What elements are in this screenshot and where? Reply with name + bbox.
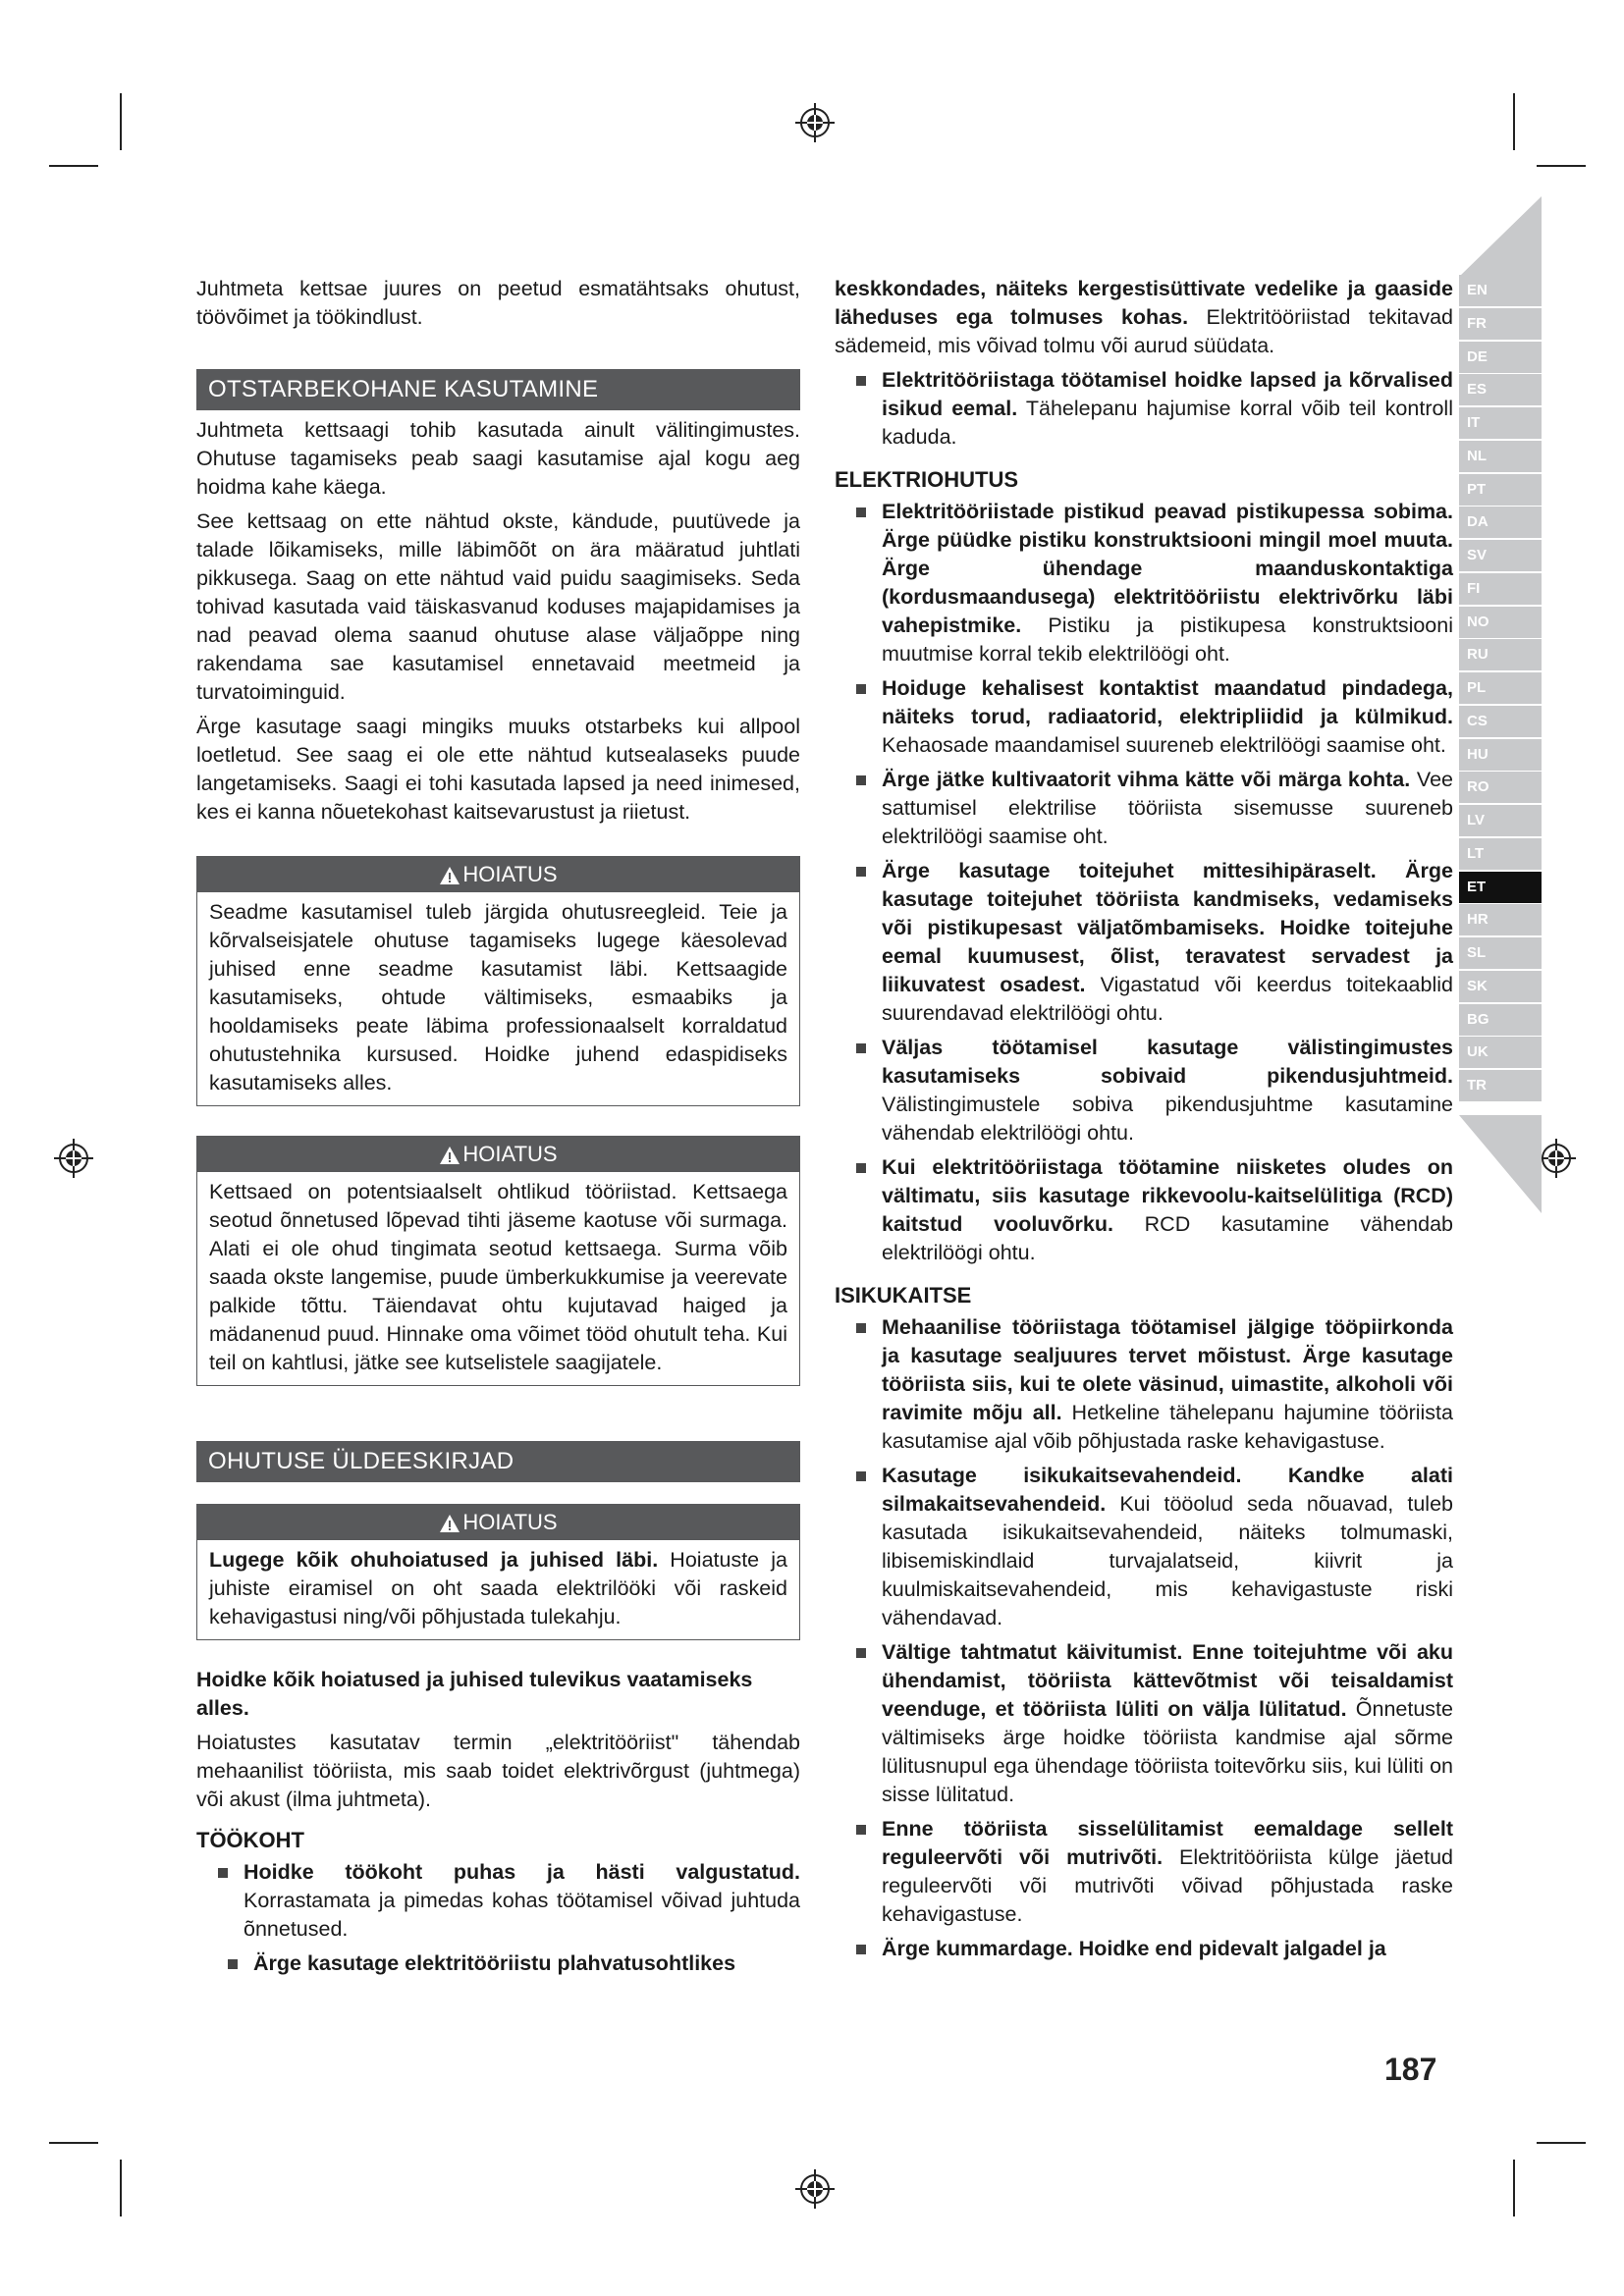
warning-header-3: HOIATUS bbox=[197, 1505, 799, 1540]
crop-mark-tl-h bbox=[49, 165, 98, 167]
list-item: Ärge kasutage elektritööriistu plahvatusohtlikes bbox=[206, 1949, 800, 1978]
crop-mark-tr-h bbox=[1537, 165, 1586, 167]
right-column bbox=[835, 275, 1453, 1969]
intended-use-p3: Ärge kasutage saagi mingiks muuks otstarbeks kui allpool loetletud. See saag ei ole ette nähtud kutsealaseks puude langetamiseks. Saagi ei tohi kasutada lapsed ja need inimesed, kes ei kanna nõuetekohast kaitsevarustust ja riietust. bbox=[196, 715, 800, 824]
warning-triangle-icon bbox=[439, 1146, 460, 1165]
list-item: Elektritööriistaga töötamisel hoidke lapsed ja kõrvalised isikud eemal. Tähelepanu hajumise korral võib teil kontroll kaduda. bbox=[835, 366, 1453, 452]
warning-box-3 bbox=[196, 1504, 800, 1640]
crop-mark-bl-v bbox=[120, 2160, 122, 2216]
language-tab-lt: LT bbox=[1459, 838, 1542, 870]
left-column bbox=[196, 275, 800, 1984]
section-heading-general-safety: OHUTUSE ÜLDEESKIRJAD bbox=[196, 1441, 800, 1482]
crop-mark-tl-v bbox=[120, 93, 122, 150]
electrical-safety-heading: ELEKTRIOHUTUS bbox=[835, 467, 1018, 492]
workplace-list-cont bbox=[835, 366, 1453, 452]
language-tab-ro: RO bbox=[1459, 772, 1542, 803]
language-tab-no: NO bbox=[1459, 607, 1542, 638]
language-tab-bg: BG bbox=[1459, 1004, 1542, 1036]
language-tab-fi: FI bbox=[1459, 573, 1542, 605]
page-number: 187 bbox=[1384, 2052, 1437, 2087]
warning-triangle-icon bbox=[439, 866, 460, 885]
workplace-heading: TÖÖKOHT bbox=[196, 1828, 304, 1852]
crop-mark-br-h bbox=[1537, 2142, 1586, 2144]
list-item: Elektritööriistade pistikud peavad pistikupessa sobima. Ärge püüdke pistiku konstruktsiooni mingil moel muuta. Ärge ühendage maanduskontaktiga (kordusmaandusega) elektritööriistu elektrivõrku läbi vahepistmike. Pistiku ja pistikupesa konstruktsiooni muutmise korral tekib elektrilöögi oht. bbox=[835, 498, 1453, 668]
list-item: Ärge jätke kultivaatorit vihma kätte või märga kohta. Vee sattumisel elektrilise tööriista sisemusse suureneb elektrilöögi saamise oht. bbox=[835, 766, 1453, 851]
warning-text-1: Seadme kasutamisel tuleb järgida ohutusreegleid. Teie ja kõrvalseisjatele ohutuse tagamiseks lugege käesolevad juhised enne seadme kasutamist läbi. Kettsaagide kasutamiseks, ohtude vältimiseks, esmaabiks ja hooldamiseks peate läbima professionaalselt korraldatud ohutustehnika kursused. Hoidke juhend edaspidiseks kasutamiseks alles. bbox=[209, 900, 787, 1095]
language-tab-hr: HR bbox=[1459, 904, 1542, 935]
language-tab-da: DA bbox=[1459, 507, 1542, 538]
language-tab-tr: TR bbox=[1459, 1070, 1542, 1101]
intended-use-p2: See kettsaag on ette nähtud okste, kändude, puutüvede ja talade lõikamiseks, mille läbimõõt on ära määratud juhtlati pikkusega. Saag on ette nähtud vaid puidu saagimiseks. Seda tohivad kasutada vaid täiskasvanud koduses majapidamises ja nad peavad olema saanud ohutuse alase väljaõppe ning rakendama sae kasutamisel ennetavaid meetmeid ja turvatoiminguid. bbox=[196, 509, 800, 704]
language-tab-sv: SV bbox=[1459, 540, 1542, 571]
warning-box-2 bbox=[196, 1136, 800, 1386]
language-tab-cs: CS bbox=[1459, 706, 1542, 737]
language-tab-sl: SL bbox=[1459, 937, 1542, 969]
warning-header-2: HOIATUS bbox=[197, 1137, 799, 1172]
section-heading-intended-use: OTSTARBEKOHANE KASUTAMINE bbox=[196, 369, 800, 410]
list-item: Enne tööriista sisselülitamist eemaldage sellelt reguleervõti või mutrivõti. Elektritööriista külge jäetud reguleervõti või mutrivõti võivad põhjustada raske kehavigastuse. bbox=[835, 1815, 1453, 1929]
registration-mark-bottom-icon bbox=[795, 2169, 835, 2209]
list-item: Vältige tahtmatut käivitumist. Enne toitejuhtme või aku ühendamist, tööriista kättevõtmist või teisaldamist veenduge, et tööriista lüliti on välja lülitatud. Õnnetuste vältimiseks ärge hoidke tööriista kandmise ajal sõrme lülitusnupul ega ühendage tööriista toitevõrku siis, kui lüliti on sisse lülitatud. bbox=[835, 1638, 1453, 1809]
language-tab-ru: RU bbox=[1459, 639, 1542, 670]
language-tab-de: DE bbox=[1459, 342, 1542, 373]
electrical-safety-list bbox=[835, 498, 1453, 1267]
crop-mark-bl-h bbox=[49, 2142, 98, 2144]
crop-mark-br-v bbox=[1513, 2160, 1515, 2216]
keep-instructions: Hoidke kõik hoiatused ja juhised tulevikus vaatamiseks alles. bbox=[196, 1668, 753, 1720]
warning-box-1 bbox=[196, 856, 800, 1106]
list-item: Hoiduge kehalisest kontaktist maandatud pindadega, näiteks torud, radiaatorid, elektripliidid ja külmikud. Kehaosade maandamisel suureneb elektrilöögi saamise oht. bbox=[835, 674, 1453, 760]
language-tab-pt: PT bbox=[1459, 474, 1542, 506]
intro-paragraph: Juhtmeta kettsae juures on peetud esmatähtsaks ohutust, töövõimet ja töökindlust. bbox=[196, 277, 800, 329]
list-item: Ärge kasutage toitejuhet mittesihipäraselt. Ärge kasutage toitejuhet tööriista kandmiseks, vedamiseks või pistikupesast väljatõmbamiseks. Hoidke toitejuhe eemal kuumusest, õlist, teravatest servadest ja liikuvatest osadest. Vigastatud või keerdus toitekaablid suurendavad elektrilöögi ohtu. bbox=[835, 857, 1453, 1028]
warning-text-3: Lugege kõik ohuhoiatused ja juhised läbi. Hoiatuste ja juhiste eiramisel on oht saada elektrilöökі või raskeid kehavigastusi ning/või põhjustada tulekahju. bbox=[209, 1548, 787, 1629]
warning-triangle-icon bbox=[439, 1514, 460, 1533]
list-item: Kasutage isikukaitsevahendeid. Kandke alati silmakaitsevahendeid. Kui tööolud seda nõuavad, tuleb kasutada isikukaitsevahendeid, näiteks tolmumaski, libisemiskindlaid turvajalatseid, kiivrit ja kuulmiskaitsevahendeid, mis kehavigastuste riski vähendavad. bbox=[835, 1462, 1453, 1632]
workplace-list bbox=[196, 1858, 800, 1978]
language-tab-en: EN bbox=[1459, 275, 1542, 306]
registration-mark-left-icon bbox=[54, 1139, 93, 1178]
personal-safety-list bbox=[835, 1313, 1453, 1963]
language-tab-hu: HU bbox=[1459, 739, 1542, 771]
language-tab-pl: PL bbox=[1459, 672, 1542, 704]
language-tab-bottom-triangle bbox=[1459, 1115, 1542, 1213]
registration-mark-top-icon bbox=[795, 103, 835, 142]
list-item: Kui elektritööriistaga töötamine niisketes oludes on vältimatu, siis kasutage rikkevoolu-kaitselülitiga (RCD) kaitstud vooluvõrku. RCD kasutamine vähendab elektrilöögi ohtu. bbox=[835, 1153, 1453, 1267]
language-tab-fr: FR bbox=[1459, 308, 1542, 340]
list-item: Hoidke töökoht puhas ja hästi valgustatud. Korrastamata ja pimedas kohas töötamisel võivad juhtuda õnnetused. bbox=[196, 1858, 800, 1944]
language-tab-lv: LV bbox=[1459, 805, 1542, 836]
continued-item: keskkondades, näiteks kergestisüttivate vedelike ja gaaside läheduses ega tolmuses kohas. Elektritööriistad tekitavad sädemeid, mis võivad tolmu või aurud süüdata. bbox=[835, 277, 1453, 357]
language-tab-uk: UK bbox=[1459, 1037, 1542, 1068]
language-tab-et: ET bbox=[1459, 872, 1542, 903]
warning-text-2: Kettsaed on potentsiaalselt ohtlikud tööriistad. Kettsaega seotud õnnetused lõpevad tihti jäseme kaotuse või surmaga. Alati ei ole ohud tingimata seotud kettsaega. Surma võib saada okste langemise, puude ümberkukkumise ja veerevate palkide tõttu. Täiendavat ohtu kujutavad haiged ja mädanenud puud. Hinnake oma võimet tööd ohutult teha. Kui teil on kahtlusi, jätke see kutselistele saagijatele. bbox=[209, 1180, 787, 1374]
personal-safety-heading: ISIKUKAITSE bbox=[835, 1283, 972, 1308]
language-tab-strip bbox=[1459, 275, 1542, 1103]
warning-header-1: HOIATUS bbox=[197, 857, 799, 892]
language-tab-top-triangle bbox=[1459, 196, 1542, 277]
list-item: Ärge kummardage. Hoidke end pidevalt jalgadel ja bbox=[835, 1935, 1453, 1963]
list-item: Väljas töötamisel kasutage välistingimustes kasutamiseks sobivaid pikendusjuhtmeid. Välistingimustele sobiva pikendusjuhtme kasutamine vähendab elektrilöögi ohtu. bbox=[835, 1034, 1453, 1148]
language-tab-es: ES bbox=[1459, 374, 1542, 405]
list-item: Mehaanilise tööriistaga töötamisel jälgige tööpiirkonda ja kasutage sealjuures tervet mõistust. Ärge kasutage tööriista siis, kui te olete väsinud, uimastite, alkoholi või ravimite mõju all. Hetkeline tähelepanu hajumine tööriista kasutamise ajal võib põhjustada raske kehavigastuse. bbox=[835, 1313, 1453, 1456]
language-tab-nl: NL bbox=[1459, 441, 1542, 472]
crop-mark-tr-v bbox=[1513, 93, 1515, 150]
registration-mark-right-icon bbox=[1537, 1139, 1576, 1178]
intended-use-p1: Juhtmeta kettsaagi tohib kasutada ainult välitingimustes. Ohutuse tagamiseks peab saagi kasutamise ajal kogu aeg hoidma kahe käega. bbox=[196, 418, 800, 499]
language-tab-sk: SK bbox=[1459, 971, 1542, 1002]
power-tool-term: Hoiatustes kasutatav termin „elektritööriist" tähendab mehaanilist tööriista, mis saab toidet elektrivõrgust (juhtmega) või akust (ilma juhtmeta). bbox=[196, 1731, 800, 1811]
language-tab-it: IT bbox=[1459, 407, 1542, 439]
